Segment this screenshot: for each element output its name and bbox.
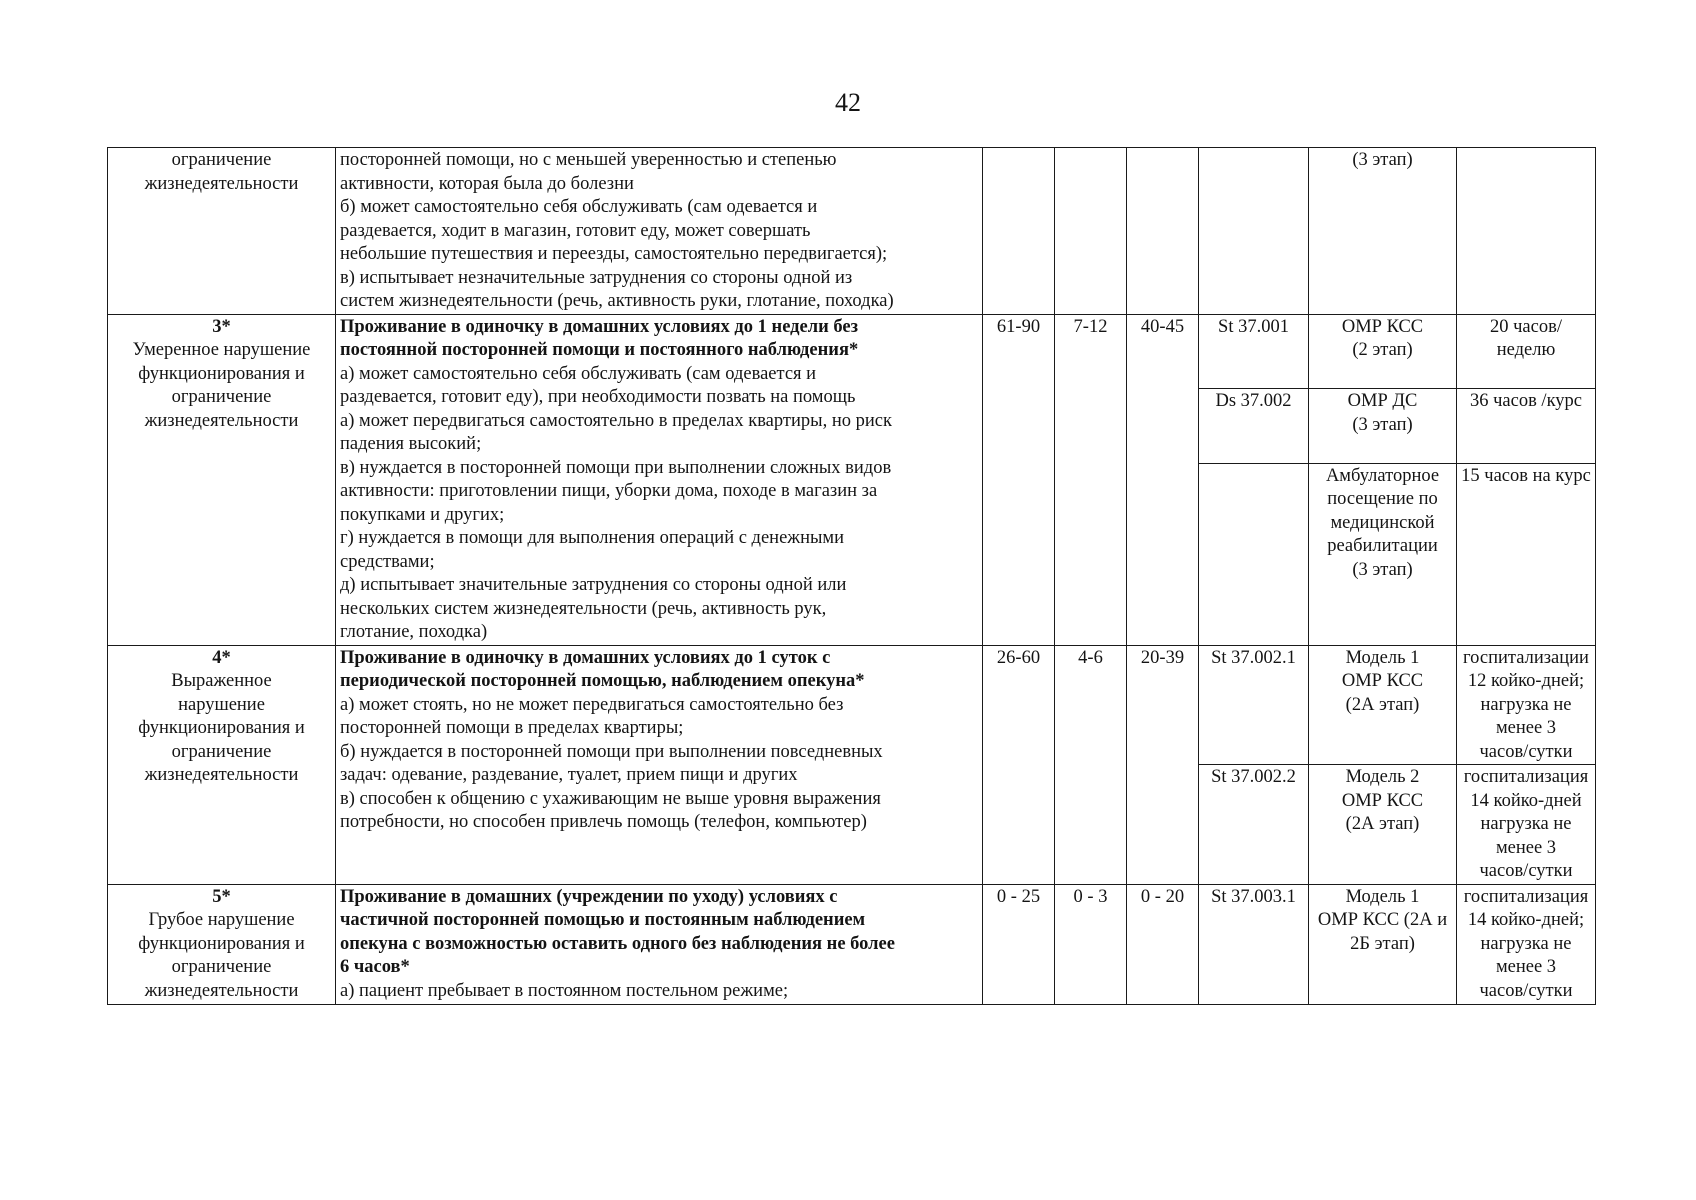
text-line: жизнедеятельности xyxy=(144,765,299,785)
text-line: часов/сутки xyxy=(1479,741,1573,762)
text-line: 15 часов на курс xyxy=(1461,465,1591,486)
text-line: опекуна с возможностью оставить одного без наблюдения не более xyxy=(340,933,895,954)
volume-cell xyxy=(1457,389,1596,464)
text-line: падения высокий; xyxy=(340,434,482,454)
code-cell xyxy=(1199,463,1309,645)
text-line: (3 этап) xyxy=(1352,414,1413,435)
code-cell: St 37.002.2 xyxy=(1199,765,1309,885)
text-line: частичной посторонней помощью и постоянным наблюдением xyxy=(340,910,866,930)
text-line: а) может передвигаться самостоятельно в пределах квартиры, но риск xyxy=(340,410,892,431)
score-cell-3: 0 - 20 xyxy=(1127,884,1199,1004)
text-line: б) нуждается в посторонней помощи при выполнении повседневных xyxy=(340,741,883,762)
text-line: 14 койко-дней xyxy=(1470,790,1582,811)
text-line: госпитализации xyxy=(1463,647,1589,668)
text-line: нагрузка не xyxy=(1480,933,1572,954)
level-cell xyxy=(108,314,336,645)
text-line: 36 часов /курс xyxy=(1469,391,1583,412)
modality-cell xyxy=(1309,314,1457,389)
text-line: нескольких систем жизнедеятельности (речь, активность рук, xyxy=(340,598,827,619)
text-line: 5* xyxy=(212,886,231,907)
text-line: функционирования и xyxy=(138,933,305,954)
text-line: ограничение xyxy=(171,150,272,170)
text-line: небольшие путешествия и переезды, самостоятельно передвигается); xyxy=(340,244,888,264)
text-line: глотание, походка) xyxy=(340,622,488,642)
code-cell: St 37.002.1 xyxy=(1199,645,1309,765)
score-cell-2: 7-12 xyxy=(1055,314,1127,645)
text-line: 3* xyxy=(212,316,231,337)
text-line: жизнедеятельности xyxy=(144,980,299,1001)
text-line: медицинской xyxy=(1330,512,1435,533)
text-line: в) способен к общению с ухаживающим не выше уровня выражения xyxy=(340,788,881,809)
volume-cell xyxy=(1457,148,1596,315)
table-row-level-4 xyxy=(108,645,1596,765)
score-cell-1: 61-90 xyxy=(983,314,1055,645)
text-line: 14 койко-дней; xyxy=(1467,910,1585,930)
text-line: (2А этап) xyxy=(1345,814,1420,834)
volume-cell xyxy=(1457,765,1596,885)
text-line: посещение по xyxy=(1327,489,1438,510)
text-line: часов/сутки xyxy=(1479,861,1573,881)
level-cell xyxy=(108,148,336,315)
text-line: жизнедеятельности xyxy=(144,410,299,431)
text-line: ограничение xyxy=(171,387,272,407)
text-line: (2А этап) xyxy=(1345,694,1420,715)
table-row-level-3 xyxy=(108,314,1596,389)
text-line: задач: одевание, раздевание, туалет, прием пищи и других xyxy=(340,765,798,785)
text-line: функционирования и xyxy=(138,718,305,738)
text-line: Умеренное нарушение xyxy=(132,340,311,360)
text-line: (3 этап) xyxy=(1352,559,1413,580)
text-line: часов/сутки xyxy=(1479,980,1573,1001)
text-line: Модель 1 xyxy=(1345,886,1420,907)
text-line: нагрузка не xyxy=(1480,694,1572,715)
text-line: в) испытывает незначительные затруднения со стороны одной из xyxy=(340,267,853,288)
description-cell xyxy=(336,645,983,884)
volume-cell xyxy=(1457,463,1596,645)
text-line: нагрузка не xyxy=(1480,814,1572,834)
modality-cell xyxy=(1309,463,1457,645)
text-line: покупками и других; xyxy=(340,504,505,525)
text-line: активности: приготовлении пищи, уборки дома, походе в магазин за xyxy=(340,481,878,501)
text-line: функционирования и xyxy=(138,363,305,384)
modality-cell xyxy=(1309,389,1457,464)
text-line: г) нуждается в помощи для выполнения операций с денежными xyxy=(340,528,845,548)
code-cell: St 37.001 xyxy=(1199,314,1309,389)
text-line: ограничение xyxy=(171,957,272,977)
text-line: менее 3 xyxy=(1495,957,1557,977)
text-line: Проживание в одиночку в домашних условиях до 1 недели без xyxy=(340,316,859,337)
text-line: а) пациент пребывает в постоянном постельном режиме; xyxy=(340,980,789,1001)
text-line: постоянной посторонней помощи и постоянного наблюдения* xyxy=(340,340,859,360)
rehabilitation-table xyxy=(107,147,1596,1005)
volume-cell xyxy=(1457,645,1596,765)
text-line: в) нуждается в посторонней помощи при выполнении сложных видов xyxy=(340,457,892,478)
score-cell-1: 0 - 25 xyxy=(983,884,1055,1004)
text-line: госпитализация xyxy=(1463,767,1589,787)
text-line: б) может самостоятельно себя обслуживать (сам одевается и xyxy=(340,197,818,217)
description-cell xyxy=(336,148,983,315)
text-line: 12 койко-дней; xyxy=(1467,671,1585,691)
text-line: д) испытывает значительные затруднения со стороны одной или xyxy=(340,575,847,595)
score-cell-2: 4-6 xyxy=(1055,645,1127,884)
volume-cell xyxy=(1457,884,1596,1004)
text-line: 2Б этап) xyxy=(1350,933,1415,954)
text-line: менее 3 xyxy=(1495,718,1557,738)
text-line: Проживание в домашних (учреждении по уходу) условиях с xyxy=(340,886,838,907)
text-line: Амбулаторное xyxy=(1325,465,1440,486)
text-line: 4* xyxy=(212,647,231,668)
text-line: нарушение xyxy=(178,694,265,715)
modality-cell xyxy=(1309,645,1457,765)
text-line: (2 этап) xyxy=(1352,340,1413,360)
modality-cell xyxy=(1309,765,1457,885)
code-cell xyxy=(1199,148,1309,315)
level-cell xyxy=(108,884,336,1004)
score-cell-1: 26-60 xyxy=(983,645,1055,884)
text-line: периодической посторонней помощью, наблюдением опекуна* xyxy=(340,671,865,691)
modality-cell xyxy=(1309,148,1457,315)
text-line: активности, которая была до болезни xyxy=(340,173,634,194)
text-line: ограничение xyxy=(171,741,272,762)
text-line: реабилитации xyxy=(1327,536,1438,557)
table-row-continuation xyxy=(108,148,1596,315)
text-line: а) может стоять, но не может передвигаться самостоятельно без xyxy=(340,694,844,715)
text-line: (3 этап) xyxy=(1352,150,1413,170)
code-cell: St 37.003.1 xyxy=(1199,884,1309,1004)
text-line: Проживание в одиночку в домашних условиях до 1 суток с xyxy=(340,647,831,668)
text-line: ОМР ДС xyxy=(1347,391,1418,412)
text-line: раздевается, готовит еду), при необходимости позвать на помощь xyxy=(340,387,856,407)
text-line: средствами; xyxy=(340,551,435,572)
text-line: Выраженное xyxy=(171,671,272,691)
text-line: Грубое нарушение xyxy=(148,910,295,930)
text-line: жизнедеятельности xyxy=(144,173,299,194)
level-cell xyxy=(108,645,336,884)
description-cell xyxy=(336,314,983,645)
text-line: 20 часов/неделю xyxy=(1490,316,1562,360)
description-cell xyxy=(336,884,983,1004)
score-cell-3: 40-45 xyxy=(1127,314,1199,645)
text-line: госпитализация xyxy=(1463,886,1589,907)
text-line: 6 часов* xyxy=(340,957,410,977)
modality-cell xyxy=(1309,884,1457,1004)
table-row-level-5 xyxy=(108,884,1596,1004)
text-line: ОМР КСС xyxy=(1341,316,1424,337)
text-line: ОМР КСС xyxy=(1341,790,1424,811)
score-cell-3: 20-39 xyxy=(1127,645,1199,884)
score-cell-1 xyxy=(983,148,1055,315)
text-line: ОМР КСС xyxy=(1341,671,1424,691)
text-line: а) может самостоятельно себя обслуживать (сам одевается и xyxy=(340,363,817,384)
score-cell-3 xyxy=(1127,148,1199,315)
text-line: раздевается, ходит в магазин, готовит еду, может совершать xyxy=(340,220,811,241)
text-line: Модель 1 xyxy=(1345,647,1420,668)
text-line: ОМР КСС (2А и xyxy=(1317,910,1448,930)
volume-cell xyxy=(1457,314,1596,389)
text-line: Модель 2 xyxy=(1345,767,1420,787)
code-cell: Ds 37.002 xyxy=(1199,389,1309,464)
text-line: потребности, но способен привлечь помощь (телефон, компьютер) xyxy=(340,812,867,832)
page-number: 42 xyxy=(835,88,861,117)
text-line: менее 3 xyxy=(1495,837,1557,858)
text-line: систем жизнедеятельности (речь, активность руки, глотание, походка) xyxy=(340,291,894,311)
text-line: посторонней помощи в пределах квартиры; xyxy=(340,718,684,738)
score-cell-2: 0 - 3 xyxy=(1055,884,1127,1004)
score-cell-2 xyxy=(1055,148,1127,315)
text-line: посторонней помощи, но с меньшей уверенностью и степенью xyxy=(340,150,837,170)
